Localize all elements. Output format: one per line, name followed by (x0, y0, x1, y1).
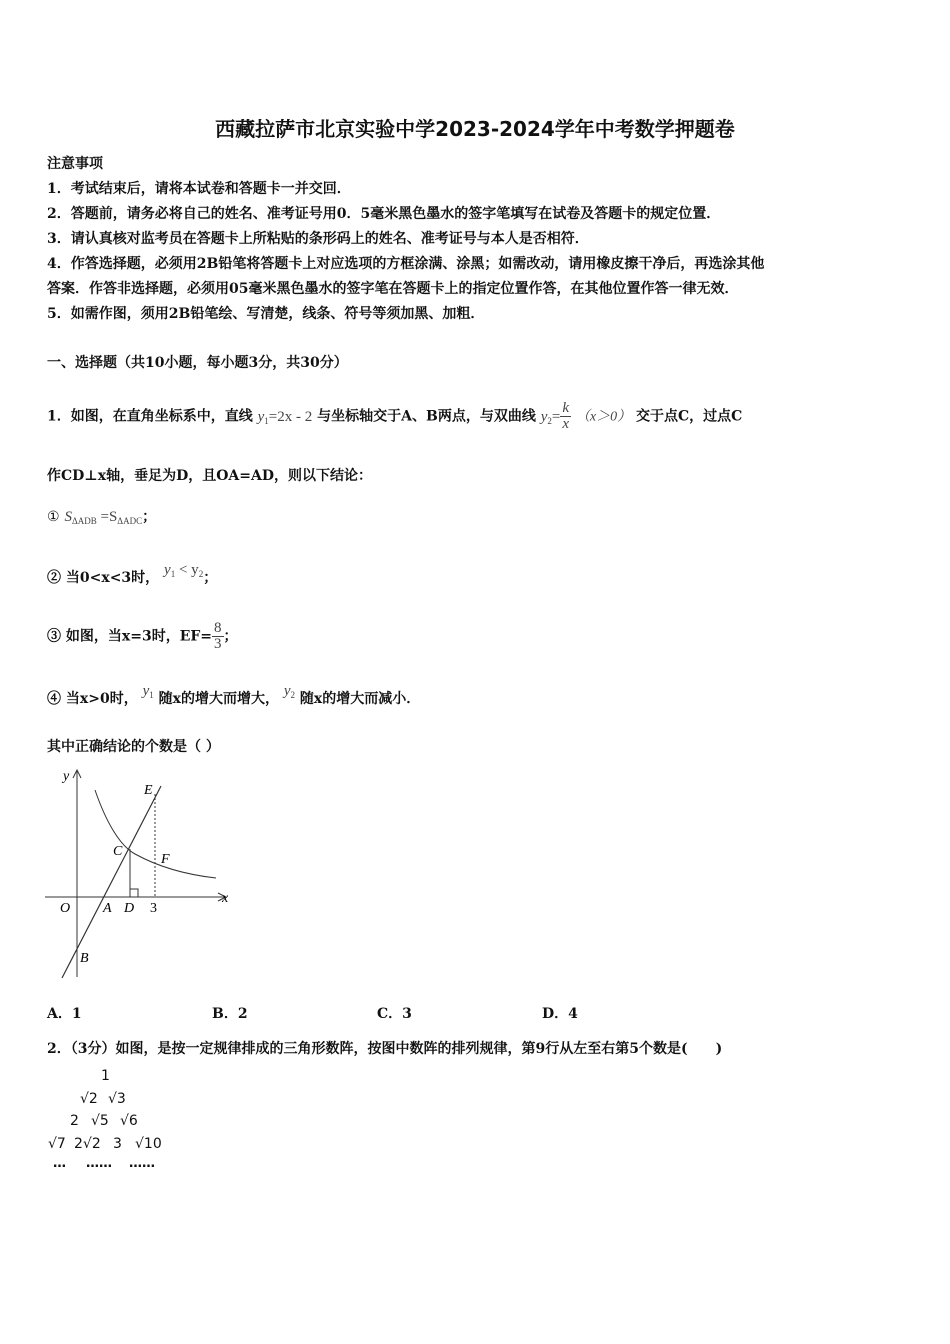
option-d: D．4 (542, 1006, 578, 1022)
conclusion-1: ① $S_{\Delta ADB} =S_{\Delta ADC}$； (47, 509, 157, 526)
option-b: B．2 (212, 1006, 248, 1022)
question-1-stem-cont: 作CD⊥x轴，垂足为D，且OA=AD，则以下结论： (47, 468, 373, 484)
triangle-row-3-item: √5 (91, 1113, 109, 1129)
triangle-dots: …… (129, 1156, 155, 1171)
page-title: 西藏拉萨市北京实验中学2023-2024学年中考数学押题卷 (215, 117, 735, 141)
label-B: B (80, 951, 89, 966)
label-F: F (161, 852, 170, 867)
triangle-row-1-item: 1 (101, 1068, 110, 1084)
triangle-row-4-item: 2√2 (74, 1136, 101, 1152)
label-y: y (63, 769, 70, 784)
notice-item: 答案．作答非选择题，必须用05毫米黑色墨水的签字笔在答题卡上的指定位置作答，在其他位置作答一律无效． (47, 281, 739, 297)
triangle-row-3-item: 2 (70, 1113, 79, 1129)
triangle-row-4-item: 3 (113, 1136, 122, 1152)
conclusion-4: ④ 当x>0时， $y_1$ 随x的增大而增大， $y_2$ 随x的增大而减小． (47, 683, 421, 707)
label-3: 3 (150, 901, 157, 916)
question-2-stem: 2．（3分）如图，是按一定规律排成的三角形数阵，按图中数阵的排列规律，第9行从左至右第5个数是( ) (47, 1041, 723, 1057)
notice-item: 1．考试结束后，请将本试卷和答题卡一并交回． (47, 181, 351, 197)
notice-item: 5．如需作图，须用2B铅笔绘、写清楚，线条、符号等须加黑、加粗． (47, 306, 485, 322)
notice-item: 4．作答选择题，必须用2B铅笔将答题卡上对应选项的方框涂满、涂黑；如需改动，请用橡皮擦干净后，再选涂其他 (47, 256, 765, 272)
label-C: C (113, 844, 123, 859)
triangle-row-4-item: √7 (48, 1136, 66, 1152)
triangle-row-2-item: √2 (80, 1091, 98, 1107)
label-A: A (103, 901, 112, 916)
triangle-row-2-item: √3 (108, 1091, 126, 1107)
option-c: C．3 (377, 1006, 412, 1022)
notice-item: 3．请认真核对监考员在答题卡上所粘贴的条形码上的姓名、准考证号与本人是否相符． (47, 231, 589, 247)
right-angle-mark (130, 889, 138, 897)
coordinate-figure (40, 762, 240, 987)
label-x: x (222, 891, 229, 906)
fraction-k-over-x: $\frac{k}{x}$ (562, 400, 570, 432)
triangle-row-4-item: √10 (135, 1136, 162, 1152)
option-a: A．1 (47, 1006, 82, 1022)
notice-item: 2．答题前，请务必将自己的姓名、准考证号用0．5毫米黑色墨水的签字笔填写在试卷及答题卡的规定位置． (47, 206, 721, 222)
conclusion-2: ② 当0<x<3时， $y_1 < y_2$； (47, 562, 218, 586)
question-1-stem: 1．如图，在直角坐标系中，直线 $y_1=2x - 2$ 与坐标轴交于A、B两点，与双曲线 $y_2=$ $\frac{k}{x}$ （x＞0） 交于点C，过点C (47, 400, 743, 432)
label-D: D (124, 901, 135, 916)
question-1-ask: 其中正确结论的个数是（ ） (47, 739, 220, 755)
fraction-8-over-3: $\frac{8}{3}$ (214, 620, 222, 652)
section-heading: 一、选择题（共10小题，每小题3分，共30分） (47, 355, 348, 371)
triangle-dots: …… (86, 1156, 112, 1171)
label-E: E (144, 783, 153, 798)
conclusion-3: ③ 如图，当x=3时，EF= $\frac{8}{3}$ ； (47, 620, 238, 652)
notice-heading: 注意事项 (47, 156, 103, 172)
triangle-dots: … (53, 1156, 66, 1171)
triangle-row-3-item: √6 (120, 1113, 138, 1129)
label-O: O (60, 901, 71, 916)
